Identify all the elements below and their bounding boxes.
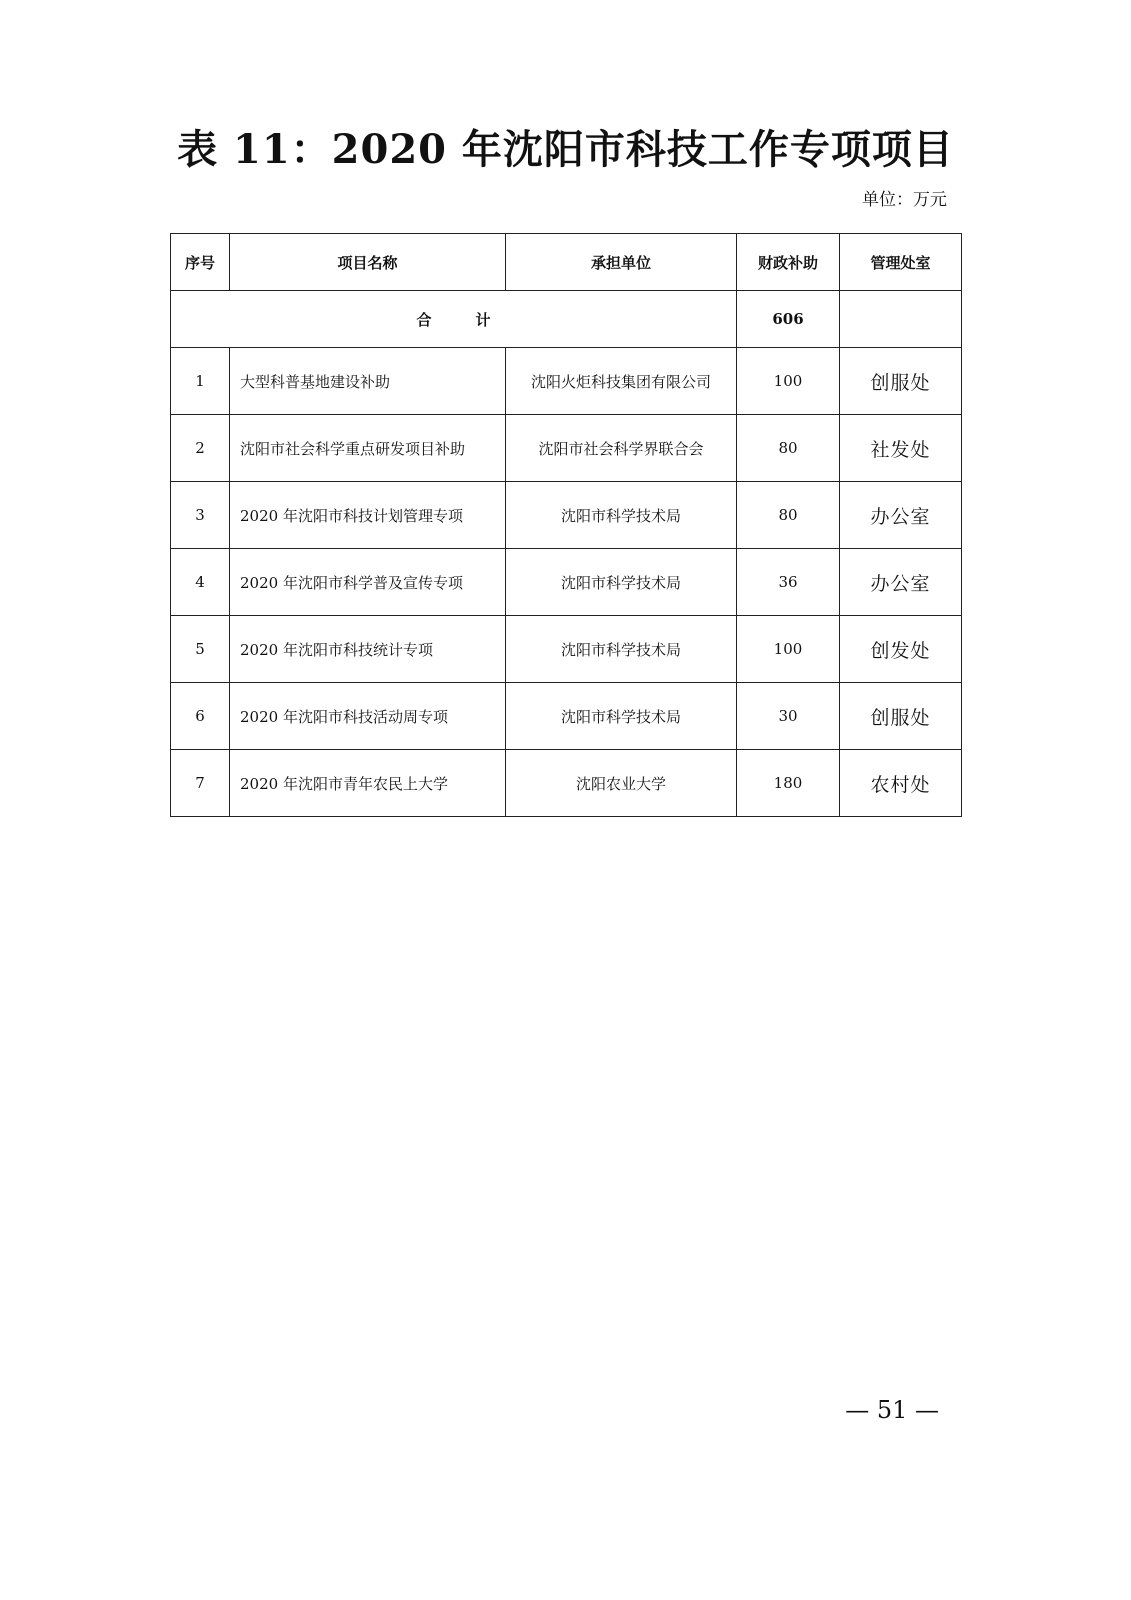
row-amount: 80 <box>737 415 840 482</box>
row-unit: 沈阳市科学技术局 <box>506 482 737 549</box>
table-row <box>171 415 962 482</box>
table-row <box>171 683 962 750</box>
header-project-name: 项目名称 <box>230 234 506 291</box>
header-managing-dept: 管理处室 <box>840 234 962 291</box>
row-amount: 100 <box>737 616 840 683</box>
header-undertaking-unit: 承担单位 <box>506 234 737 291</box>
row-dept: 创发处 <box>840 616 962 683</box>
row-no: 1 <box>171 348 230 415</box>
row-unit: 沈阳市社会科学界联合会 <box>506 415 737 482</box>
table-row <box>171 549 962 616</box>
row-amount: 36 <box>737 549 840 616</box>
row-no: 2 <box>171 415 230 482</box>
row-no: 3 <box>171 482 230 549</box>
row-amount: 180 <box>737 750 840 817</box>
projects-table <box>170 233 962 817</box>
row-amount: 80 <box>737 482 840 549</box>
total-dept <box>840 291 962 348</box>
total-row <box>171 291 962 348</box>
row-unit: 沈阳市科学技术局 <box>506 549 737 616</box>
row-project-name: 2020 年沈阳市青年农民上大学 <box>230 750 506 817</box>
total-label: 合 计 <box>171 291 737 348</box>
row-project-name: 沈阳市社会科学重点研发项目补助 <box>230 415 506 482</box>
table-row <box>171 616 962 683</box>
table-row <box>171 482 962 549</box>
row-no: 7 <box>171 750 230 817</box>
header-no: 序号 <box>171 234 230 291</box>
row-no: 6 <box>171 683 230 750</box>
page-number: — 51 — <box>845 1396 939 1424</box>
row-dept: 创服处 <box>840 683 962 750</box>
row-unit: 沈阳火炬科技集团有限公司 <box>506 348 737 415</box>
unit-note: 单位：万元 <box>862 190 947 210</box>
row-project-name: 2020 年沈阳市科技活动周专项 <box>230 683 506 750</box>
row-amount: 30 <box>737 683 840 750</box>
row-dept: 社发处 <box>840 415 962 482</box>
row-no: 4 <box>171 549 230 616</box>
total-amount: 606 <box>737 291 840 348</box>
row-unit: 沈阳市科学技术局 <box>506 683 737 750</box>
row-no: 5 <box>171 616 230 683</box>
row-dept: 办公室 <box>840 549 962 616</box>
row-unit: 沈阳市科学技术局 <box>506 616 737 683</box>
row-unit: 沈阳农业大学 <box>506 750 737 817</box>
row-dept: 办公室 <box>840 482 962 549</box>
row-project-name: 2020 年沈阳市科技计划管理专项 <box>230 482 506 549</box>
row-dept: 农村处 <box>840 750 962 817</box>
table-row <box>171 750 962 817</box>
table-row <box>171 348 962 415</box>
row-project-name: 大型科普基地建设补助 <box>230 348 506 415</box>
header-subsidy: 财政补助 <box>737 234 840 291</box>
row-dept: 创服处 <box>840 348 962 415</box>
row-amount: 100 <box>737 348 840 415</box>
page-title: 表 11：2020 年沈阳市科技工作专项项目 <box>177 126 954 173</box>
row-project-name: 2020 年沈阳市科技统计专项 <box>230 616 506 683</box>
table-header-row <box>171 234 962 291</box>
row-project-name: 2020 年沈阳市科学普及宣传专项 <box>230 549 506 616</box>
